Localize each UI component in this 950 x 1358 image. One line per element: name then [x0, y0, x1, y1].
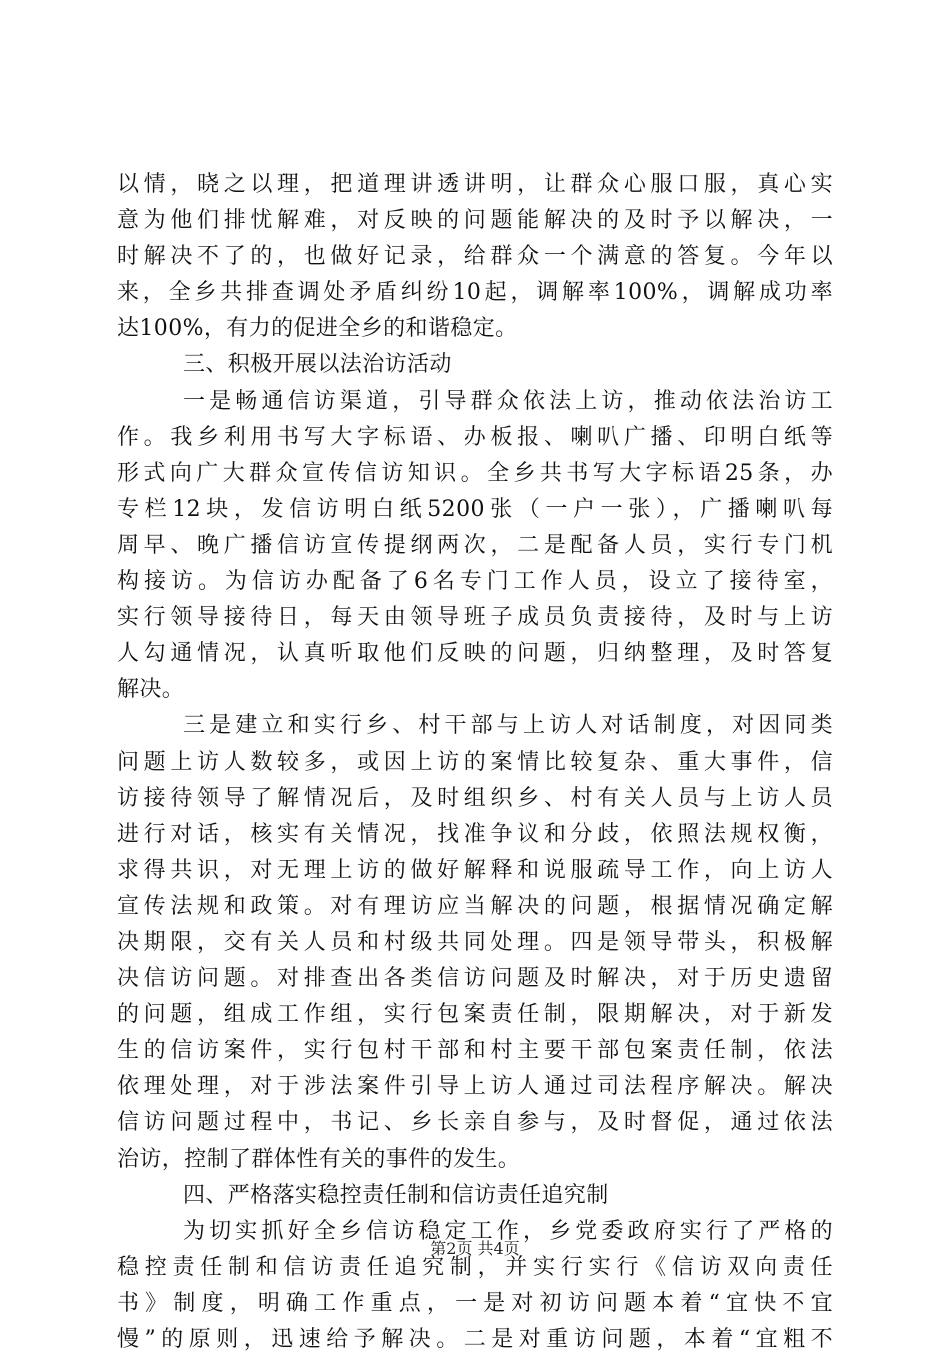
text-line: 形式向广大群众宣传信访知识。全乡共书写大字标语25条，办: [117, 460, 833, 486]
text-line: 慢”的原则，迅速给予解决。二是对重访问题，本着“宜粗不: [117, 1327, 833, 1352]
text-line: 问题上访人数较多，或因上访的案情比较复杂、重大事件，信: [117, 749, 833, 775]
text-line: 意为他们排忧解难，对反映的问题能解决的及时予以解决，一: [117, 208, 833, 234]
text-line: 实行领导接待日，每天由领导班子成员负责接待，及时与上访: [117, 605, 833, 631]
text-line: 一是畅通信访渠道，引导群众依法上访，推动依法治访工: [183, 388, 833, 414]
text-line: 依理处理，对于涉法案件引导上访人通过司法程序解决。解决: [117, 1074, 833, 1100]
text-line: 时解决不了的，也做好记录，给群众一个满意的答复。今年以: [117, 244, 833, 270]
text-line: 来，全乡共排查调处矛盾纠纷10起，调解率100%，调解成功率: [117, 280, 833, 306]
text-line: 解决。: [117, 677, 185, 703]
text-line: 周早、晚广播信访宣传提纲两次，二是配备人员，实行专门机: [117, 532, 833, 558]
text-line: 进行对话，核实有关情况，找准争议和分歧，依照法规权衡，: [117, 821, 833, 847]
text-line: 求得共识，对无理上访的做好解释和说服疏导工作，向上访人: [117, 857, 833, 883]
text-line: 决信访问题。对排查出各类信访问题及时解决，对于历史遗留: [117, 966, 833, 992]
text-line: 以情，晓之以理，把道理讲透讲明，让群众心服口服，真心实: [117, 172, 833, 197]
text-line: 访接待领导了解情况后，及时组织乡、村有关人员与上访人员: [117, 785, 833, 811]
section-heading: 四、严格落实稳控责任制和信访责任追究制: [183, 1182, 609, 1208]
text-line: 稳控责任制和信访责任追究制，并实行实行《信访双向责任: [117, 1254, 833, 1280]
text-line: 为切实抓好全乡信访稳定工作，乡党委政府实行了严格的: [183, 1218, 833, 1244]
text-line: 决期限，交有关人员和村级共同处理。四是领导带头，积极解: [117, 929, 833, 955]
text-line: 治访，控制了群体性有关的事件的发生。: [117, 1146, 521, 1172]
text-line: 的问题，组成工作组，实行包案责任制，限期解决，对于新发: [117, 1002, 833, 1028]
text-line: 作。我乡利用书写大字标语、办板报、喇叭广播、印明白纸等: [117, 424, 833, 450]
text-line: 达100%，有力的促进全乡的和谐稳定。: [117, 316, 518, 342]
text-line: 生的信访案件，实行包村干部和村主要干部包案责任制，依法: [117, 1038, 833, 1064]
text-line: 构接访。为信访办配备了6名专门工作人员，设立了接待室，: [117, 569, 833, 595]
page-number-footer: 第2页 共4页: [430, 1239, 520, 1258]
text-line: 宣传法规和政策。对有理访应当解决的问题，根据情况确定解: [117, 893, 833, 919]
text-line: 专栏12块，发信访明白纸5200张（一户一张），广播喇叭每: [117, 496, 833, 522]
text-line: 书》制度，明确工作重点，一是对初访问题本着“宜快不宜: [117, 1290, 833, 1316]
text-line: 信访问题过程中，书记、乡长亲自参与，及时督促，通过依法: [117, 1110, 833, 1136]
section-heading: 三、积极开展以法治访活动: [183, 352, 452, 378]
text-line: 人勾通情况，认真听取他们反映的问题，归纳整理，及时答复: [117, 641, 833, 667]
document-body: [117, 167, 833, 1358]
text-line: 三是建立和实行乡、村干部与上访人对话制度，对因同类: [183, 713, 833, 739]
